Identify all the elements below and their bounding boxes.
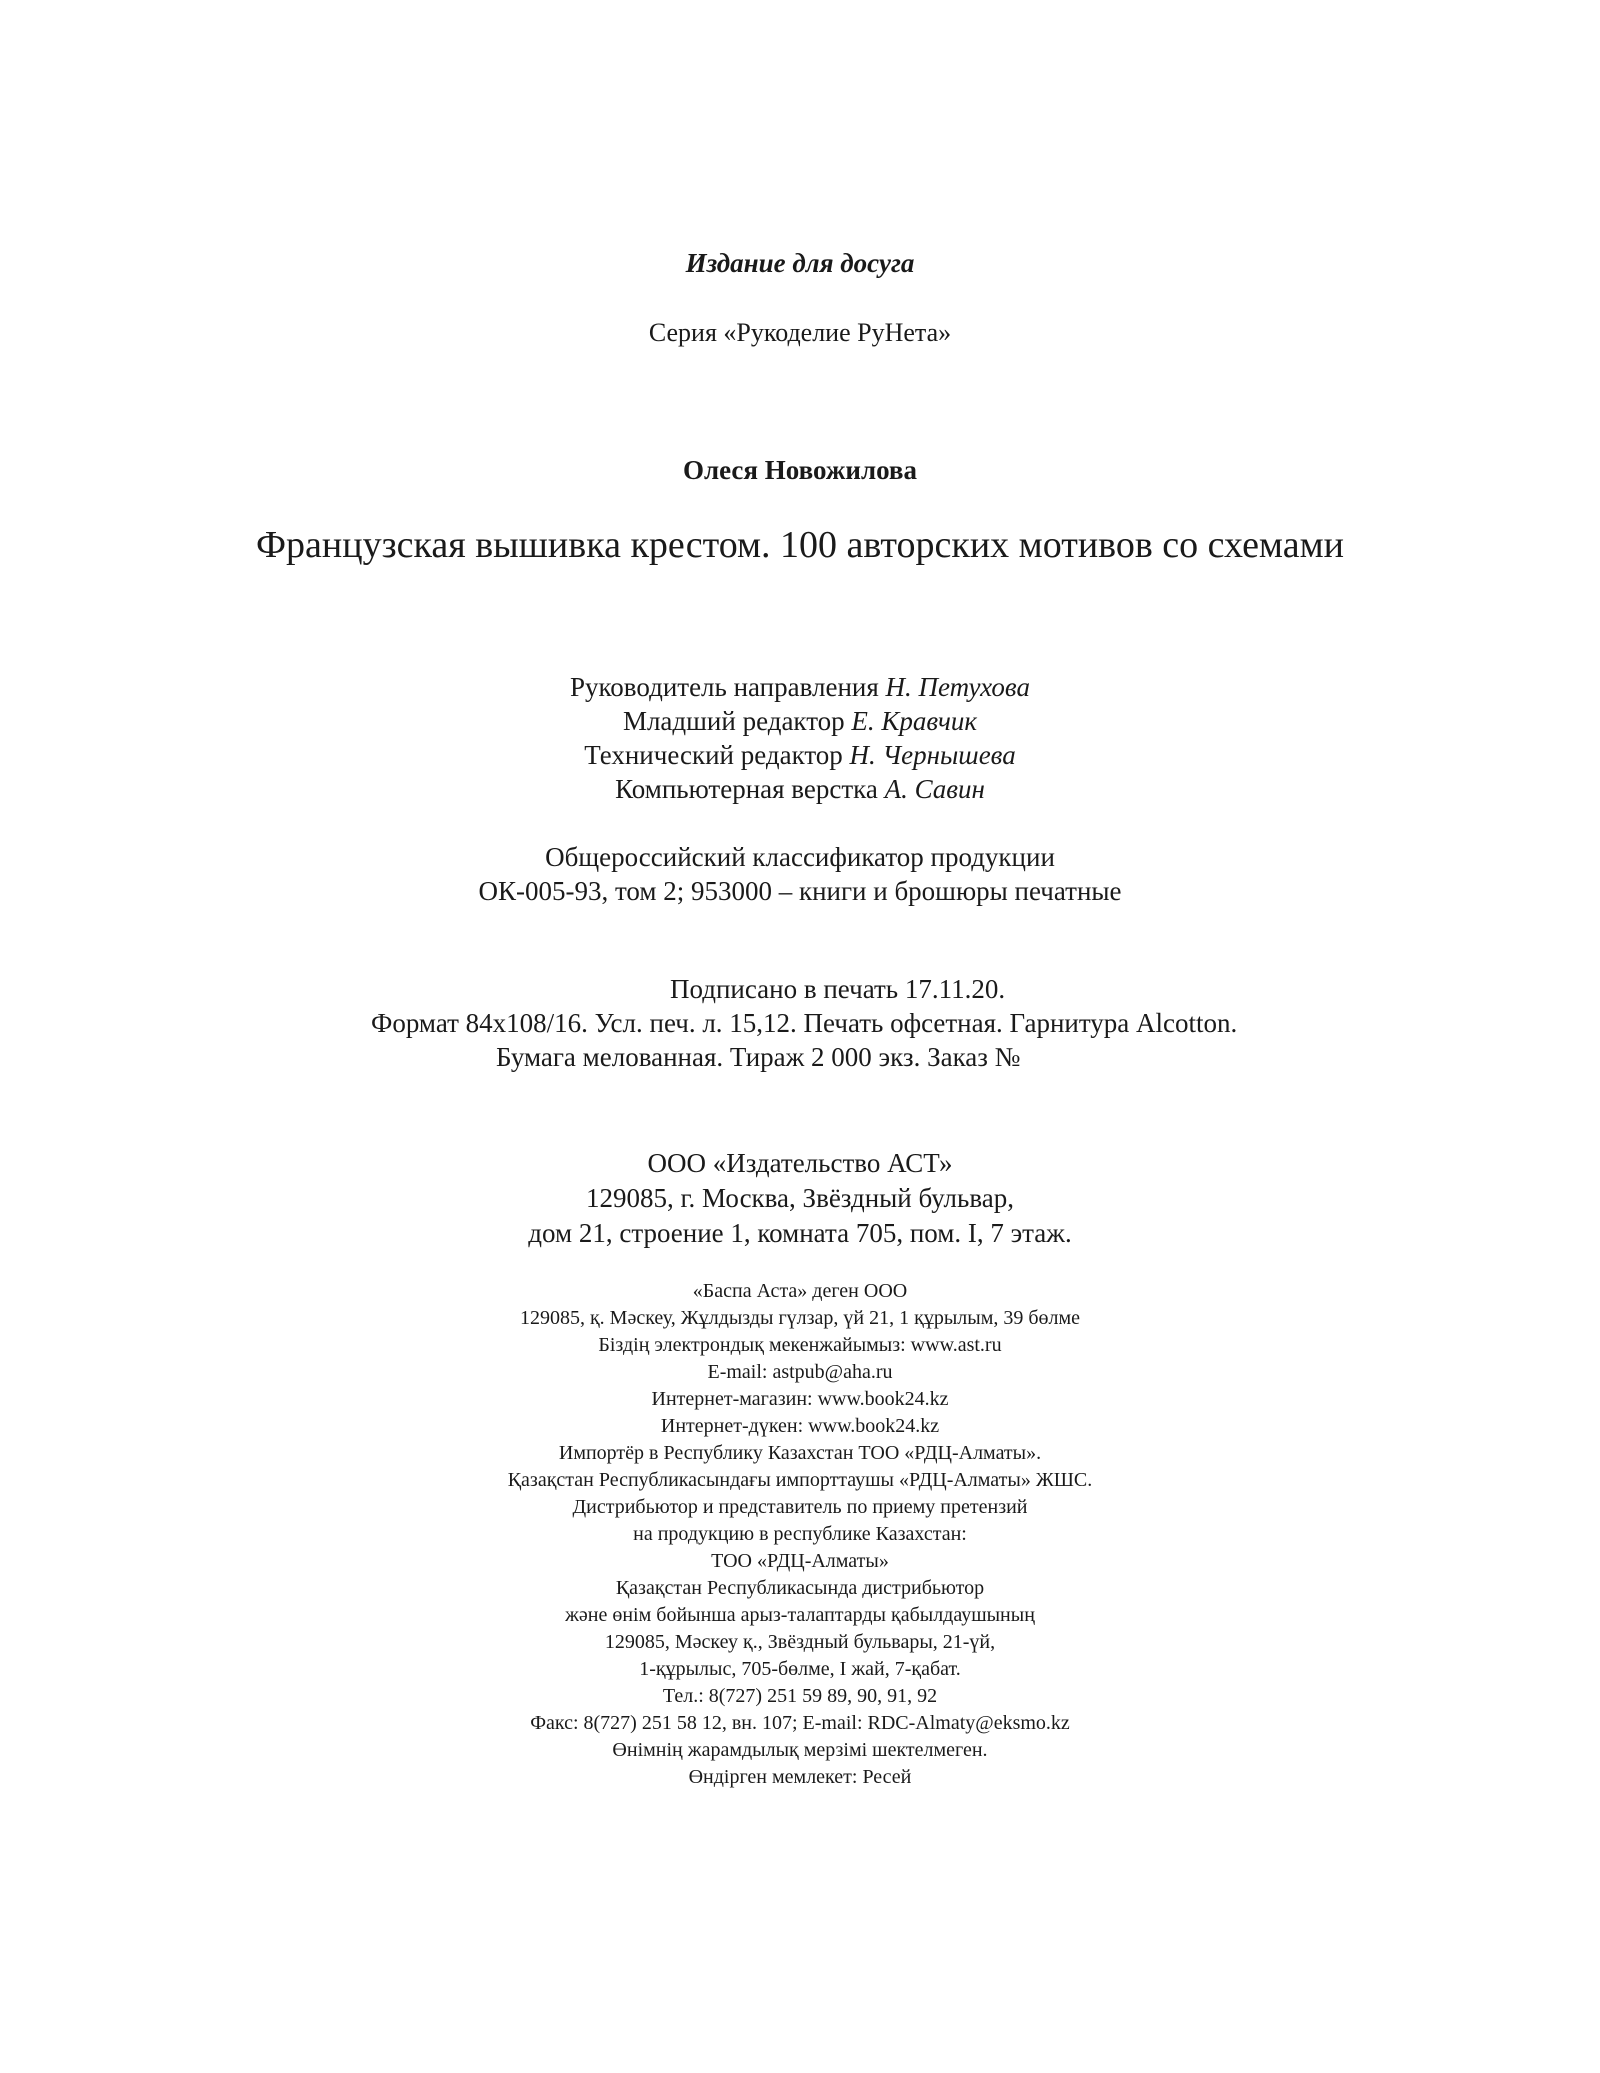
kz-line: және өнім бойынша арыз-талаптарды қабылдаушының xyxy=(565,1604,1035,1626)
kz-line: «Баспа Аста» деген ООО xyxy=(692,1280,908,1302)
product-classifier xyxy=(0,840,1600,908)
credit-person: Е. Кравчик xyxy=(851,706,978,736)
address-line: 129085, г. Москва, Звёздный бульвар, xyxy=(586,1183,1014,1213)
credit-line xyxy=(0,670,1600,704)
publisher-address xyxy=(0,1146,1600,1251)
credit-role: Руководитель направления xyxy=(570,672,879,702)
kazakhstan-info xyxy=(0,1278,1600,1791)
credit-person: Н. Петухова xyxy=(885,672,1030,702)
print-format: Формат 84x108/16. Усл. печ. л. 15,12. Печать офсетная. Гарнитура Alcotton. xyxy=(371,1008,1238,1038)
kz-line: Қазақстан Республикасындағы импорттаушы «РДЦ-Алматы» ЖШС. xyxy=(507,1469,1093,1491)
kz-line: Біздің электрондық мекенжайымыз: www.ast.ru xyxy=(598,1334,1002,1356)
credits-block xyxy=(0,670,1600,806)
credit-role: Технический редактор xyxy=(584,740,843,770)
kz-line: Өнімнің жарамдылық мерзімі шектелмеген. xyxy=(612,1739,988,1761)
kz-line: на продукцию в республике Казахстан: xyxy=(633,1523,967,1545)
credit-line xyxy=(0,738,1600,772)
credit-person: А. Савин xyxy=(884,774,985,804)
kz-line: 129085, Мәскеу қ., Звёздный бульвары, 21-үй, xyxy=(604,1631,996,1653)
kz-line: 129085, қ. Мәскеу, Жұлдызды гүлзар, үй 21, 1 құрылым, 39 бөлме xyxy=(519,1307,1081,1329)
credit-line xyxy=(0,704,1600,738)
kz-line: Импортёр в Республику Казахстан ТОО «РДЦ-Алматы». xyxy=(558,1442,1042,1464)
print-signed-date: Подписано в печать 17.11.20. xyxy=(670,974,1006,1004)
series-name: Серия «Рукоделие РуНета» xyxy=(648,318,952,347)
address-line: ООО «Издательство АСТ» xyxy=(647,1148,953,1178)
kz-line: Тел.: 8(727) 251 59 89, 90, 91, 92 xyxy=(662,1685,938,1707)
kz-line: Қазақстан Республикасында дистрибьютор xyxy=(615,1577,985,1599)
kz-line: ТОО «РДЦ-Алматы» xyxy=(711,1550,889,1572)
kz-line: E-mail: astpub@aha.ru xyxy=(707,1361,893,1383)
kz-line: Өндірген мемлекет: Ресей xyxy=(688,1766,912,1788)
classifier-line: ОК-005-93, том 2; 953000 – книги и брошюры печатные xyxy=(478,876,1122,906)
kz-line: Факс: 8(727) 251 58 12, вн. 107; E-mail: RDC-Almaty@eksmo.kz xyxy=(530,1712,1070,1734)
credit-role: Младший редактор xyxy=(622,706,845,736)
credit-line xyxy=(0,772,1600,806)
kz-line: Интернет-магазин: www.book24.kz xyxy=(651,1388,949,1410)
address-line: дом 21, строение 1, комната 705, пом. I, 7 этаж. xyxy=(528,1218,1072,1248)
kz-line: Дистрибьютор и представитель по приему претензий xyxy=(572,1496,1028,1518)
credit-role: Компьютерная верстка xyxy=(615,774,878,804)
kz-line: 1-құрылыс, 705-бөлме, I жай, 7-қабат. xyxy=(639,1658,961,1680)
print-paper-run: Бумага мелованная. Тираж 2 000 экз. Заказ № xyxy=(496,1042,1021,1072)
edition-type: Издание для досуга xyxy=(685,248,915,278)
credit-person: Н. Чернышева xyxy=(849,740,1016,770)
kz-line: Интернет-дүкен: www.book24.kz xyxy=(660,1415,940,1437)
classifier-line: Общероссийский классификатор продукции xyxy=(545,842,1055,872)
author-name: Олеся Новожилова xyxy=(682,455,918,485)
book-title: Французская вышивка крестом. 100 авторских мотивов со схемами xyxy=(256,524,1344,566)
